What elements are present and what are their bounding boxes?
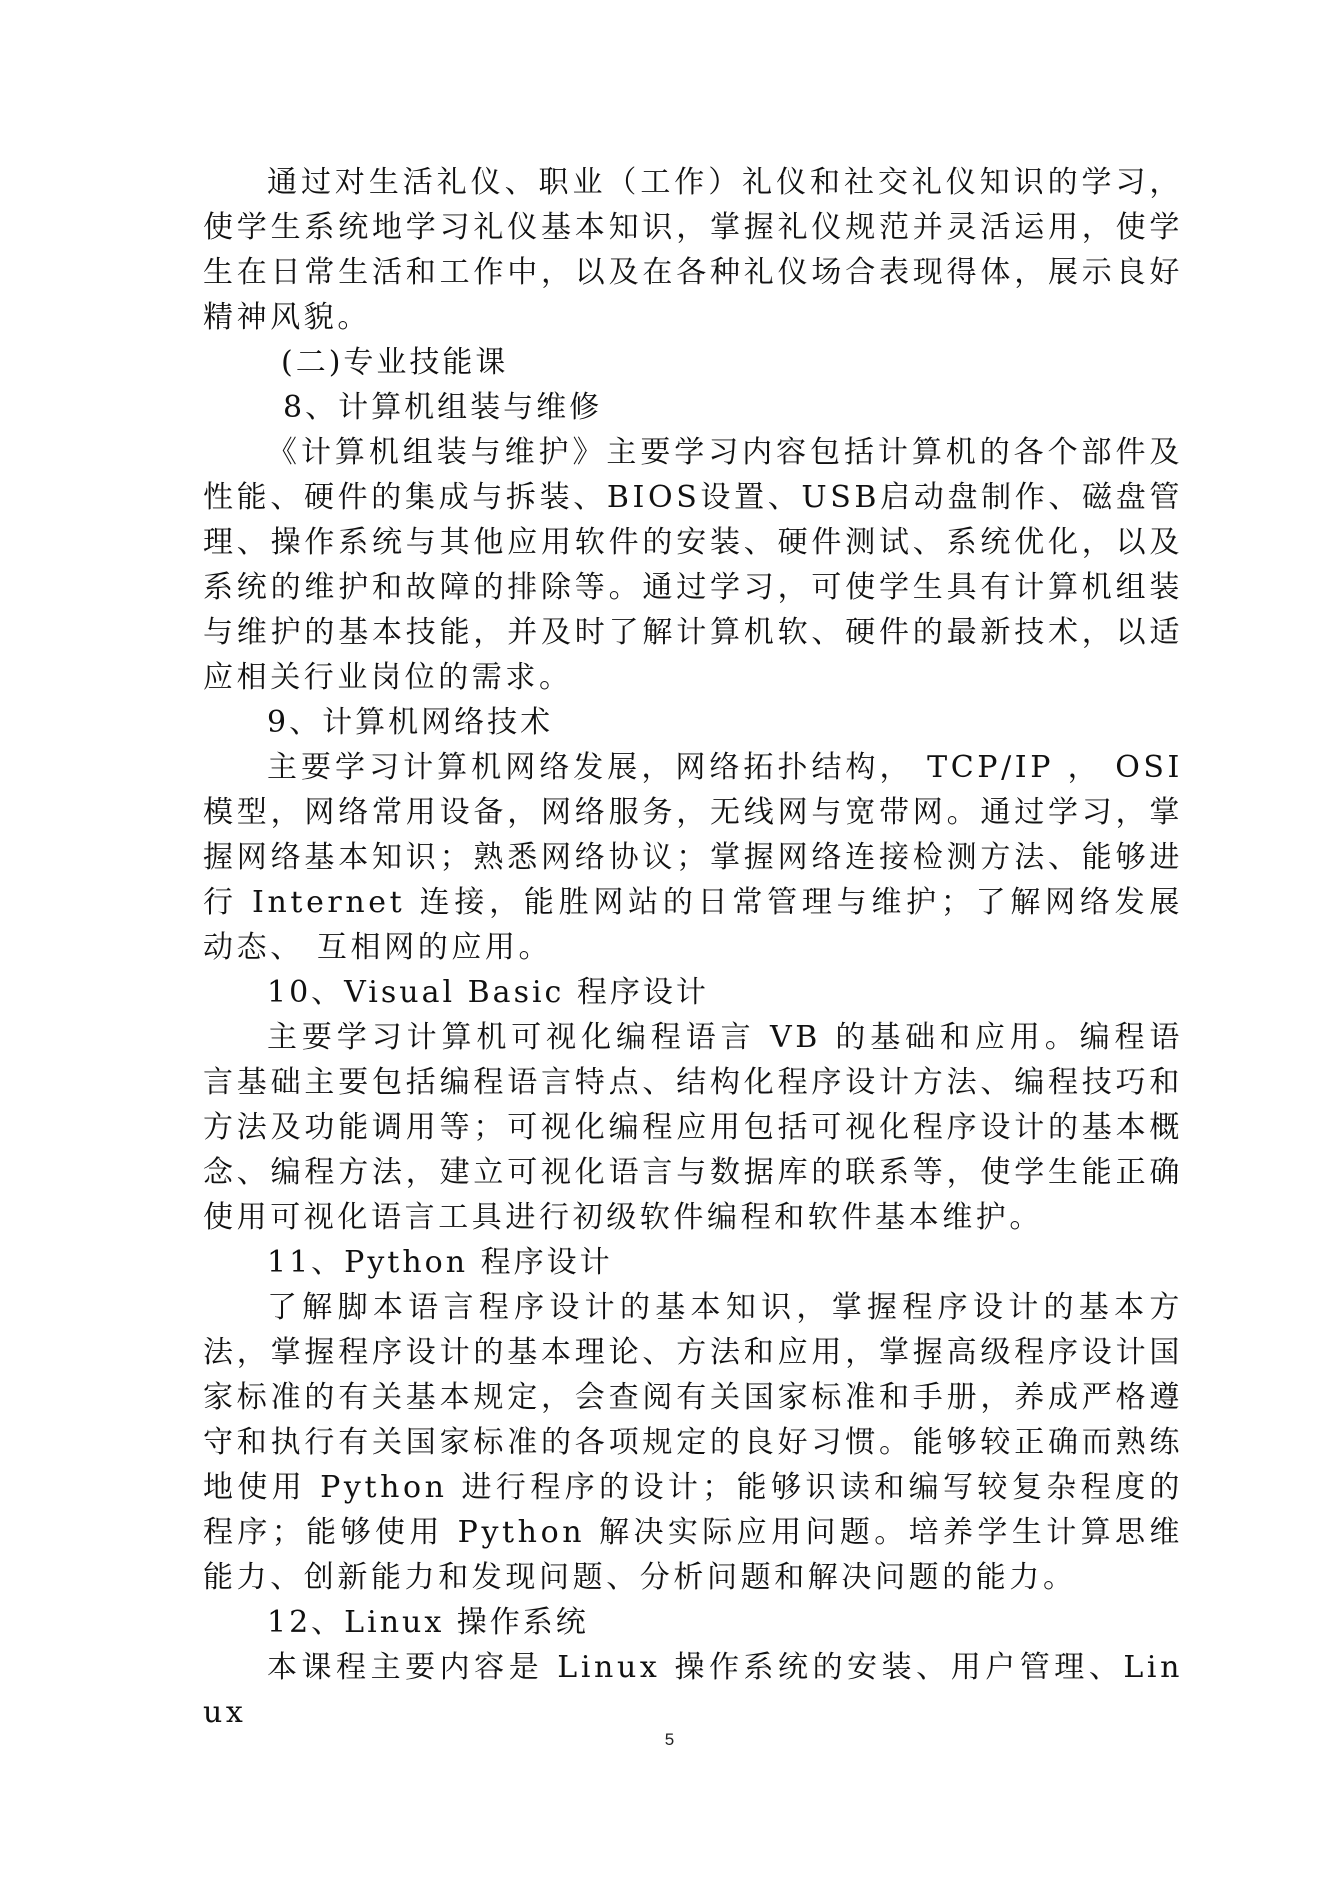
- section-heading-9: 9、计算机网络技术: [267, 705, 554, 740]
- section-body-8: 《计算机组装与维护》主要学习内容包括计算机的各个部件及性能、硬件的集成与拆装、BIOS设置、USB启动盘制作、磁盘管理、操作系统与其他应用软件的安装、硬件测试、系统优化，以及系统的维护和故障的排除等。通过学习，可使学生具有计算机组装与维护的基本技能，并及时了解计算机软、硬件的最新技术，以适应相关行业岗位的需求。: [203, 435, 1183, 695]
- section-body-9: 主要学习计算机网络发展，网络拓扑结构， TCP/IP ， OSI 模型，网络常用设备，网络服务，无线网与宽带网。通过学习，掌握网络基本知识；熟悉网络协议；掌握网络连接检测方法、能够进行 Internet 连接，能胜网站的日常管理与维护；了解网络发展动态、 互相网的应用。: [203, 750, 1183, 965]
- section-body-10: 主要学习计算机可视化编程语言 VB 的基础和应用。编程语言基础主要包括编程语言特点、结构化程序设计方法、编程技巧和方法及功能调用等；可视化编程应用包括可视化程序设计的基本概念、编程方法，建立可视化语言与数据库的联系等，使学生能正确使用可视化语言工具进行初级软件编程和软件基本维护。: [203, 1020, 1183, 1235]
- intro-paragraph: 通过对生活礼仪、职业（工作）礼仪和社交礼仪知识的学习，使学生系统地学习礼仪基本知识，掌握礼仪规范并灵活运用，使学生在日常生活和工作中，以及在各种礼仪场合表现得体，展示良好精神风貌。: [203, 165, 1183, 335]
- section-heading-10: 10、Visual Basic 程序设计: [267, 975, 709, 1010]
- section-heading-11: 11、Python 程序设计: [267, 1245, 613, 1280]
- section-heading-8: 8、计算机组装与维修: [283, 390, 603, 425]
- subsection-title: (二)专业技能课: [281, 345, 509, 380]
- page-number: 5: [664, 1730, 675, 1749]
- section-heading-12: 12、Linux 操作系统: [267, 1605, 589, 1640]
- section-body-12: 本课程主要内容是 Linux 操作系统的安装、用户管理、Linux: [203, 1650, 1183, 1730]
- document-body: [203, 160, 1183, 1735]
- section-body-11: 了解脚本语言程序设计的基本知识，掌握程序设计的基本方法，掌握程序设计的基本理论、方法和应用，掌握高级程序设计国家标准的有关基本规定，会查阅有关国家标准和手册，养成严格遵守和执行有关国家标准的各项规定的良好习惯。能够较正确而熟练地使用 Python 进行程序的设计；能够识读和编写较复杂程度的程序；能够使用 Python 解决实际应用问题。培养学生计算思维能力、创新能力和发现问题、分析问题和解决问题的能力。: [203, 1290, 1183, 1595]
